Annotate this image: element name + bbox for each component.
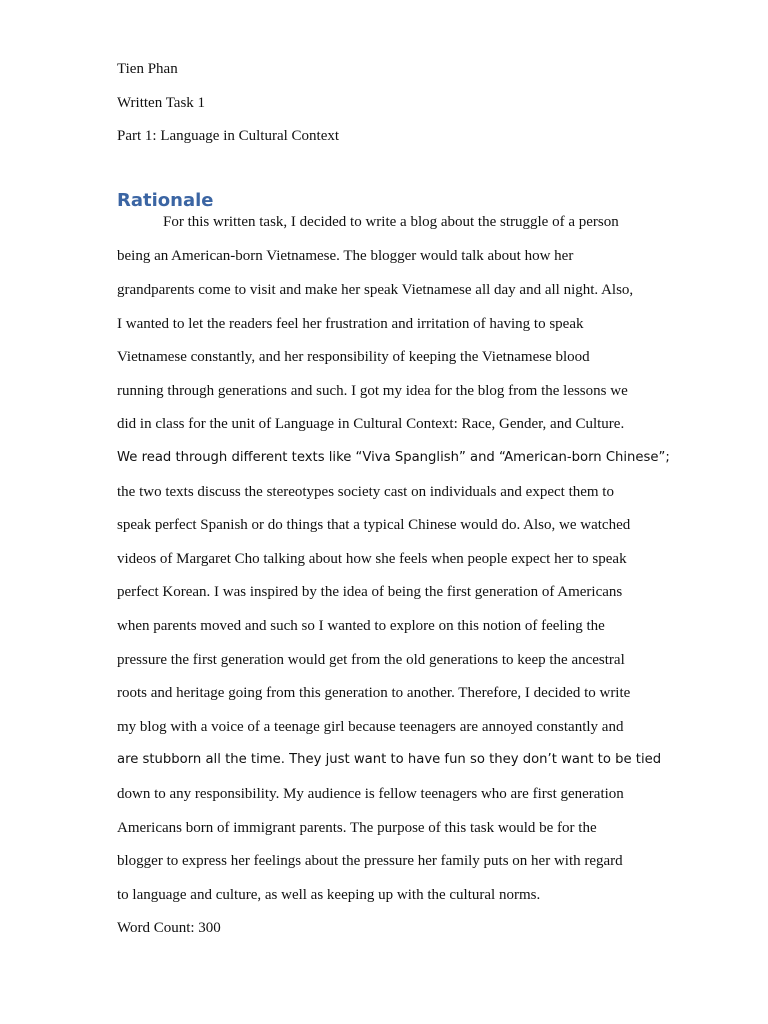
paragraph-line: Americans born of immigrant parents. The purpose of this task would be for the xyxy=(117,820,597,836)
paragraph-line: down to any responsibility. My audience is fellow teenagers who are first generation xyxy=(117,786,624,802)
paragraph-line: grandparents come to visit and make her speak Vietnamese all day and all night. Also, xyxy=(117,282,634,298)
paragraph-line: the two texts discuss the stereotypes society cast on individuals and expect them to xyxy=(117,484,614,500)
paragraph-line: blogger to express her feelings about the pressure her family puts on her with regard xyxy=(117,853,623,869)
paragraph-line: my blog with a voice of a teenage girl because teenagers are annoyed constantly and xyxy=(117,719,624,735)
paragraph-line: videos of Margaret Cho talking about how she feels when people expect her to speak xyxy=(117,551,627,567)
paragraph-line: roots and heritage going from this generation to another. Therefore, I decided to write xyxy=(117,685,631,701)
paragraph-line: when parents moved and such so I wanted to explore on this notion of feeling the xyxy=(117,618,605,634)
task-title: Written Task 1 xyxy=(117,95,206,111)
paragraph-line: running through generations and such. I got my idea for the blog from the lessons we xyxy=(117,383,628,399)
paragraph-line: For this written task, I decided to write a blog about the struggle of a person xyxy=(163,214,619,230)
paragraph-line: pressure the first generation would get from the old generations to keep the ancestral xyxy=(117,652,625,668)
paragraph-line: I wanted to let the readers feel her frustration and irritation of having to speak xyxy=(117,316,584,332)
paragraph-line: are stubborn all the time. They just want to have fun so they don’t want to be tied xyxy=(117,752,662,767)
paragraph-line: We read through different texts like “Viva Spanglish” and “American-born Chinese”; xyxy=(117,450,670,465)
paragraph-line: to language and culture, as well as keeping up with the cultural norms. xyxy=(117,887,541,903)
part-title: Part 1: Language in Cultural Context xyxy=(117,128,340,144)
section-heading: Rationale xyxy=(117,190,214,211)
paragraph-line: Vietnamese constantly, and her responsibility of keeping the Vietnamese blood xyxy=(117,349,590,365)
paragraph-line: speak perfect Spanish or do things that a typical Chinese would do. Also, we watched xyxy=(117,517,631,533)
paragraph-line: did in class for the unit of Language in Cultural Context: Race, Gender, and Culture. xyxy=(117,416,625,432)
paragraph-line: perfect Korean. I was inspired by the idea of being the first generation of Americans xyxy=(117,584,623,600)
word-count: Word Count: 300 xyxy=(117,920,221,936)
paragraph-line: being an American-born Vietnamese. The blogger would talk about how her xyxy=(117,248,574,264)
author-name: Tien Phan xyxy=(117,61,178,77)
